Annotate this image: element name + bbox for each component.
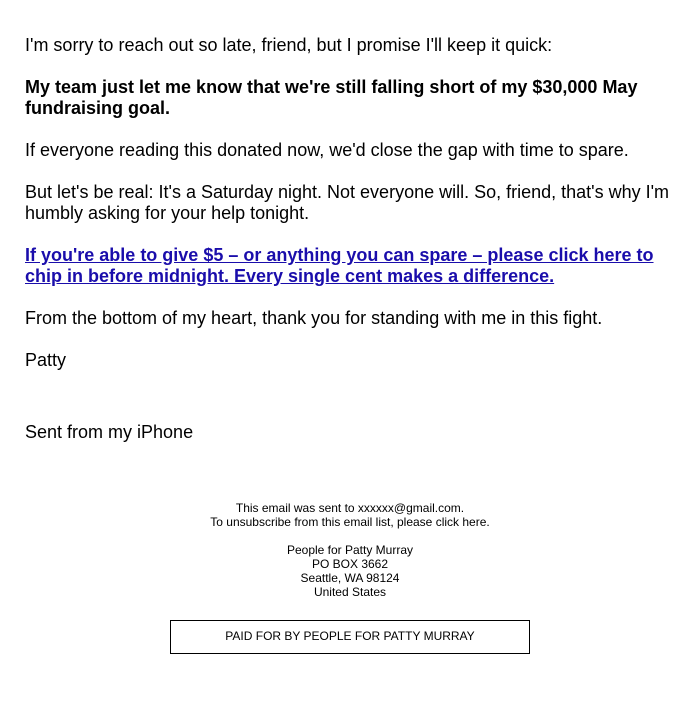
sent-to-line	[0, 501, 700, 515]
everyone-donated-paragraph: If everyone reading this donated now, we'd close the gap with time to spare.	[25, 140, 629, 160]
org-name: People for Patty Murray	[286, 543, 414, 557]
country: United States	[313, 585, 387, 599]
unsubscribe-link[interactable]: click here.	[435, 515, 490, 529]
city-state-zip: Seattle, WA 98124	[300, 571, 400, 585]
donate-paragraph	[25, 245, 685, 287]
opening-paragraph: I'm sorry to reach out so late, friend, but I promise I'll keep it quick:	[25, 35, 553, 55]
fundraising-goal-statement: My team just let me know that we're still falling short of my $30,000 May fundraising goal.	[25, 77, 638, 118]
po-box: PO BOX 3662	[311, 557, 389, 571]
donate-link[interactable]: If you're able to give $5 – or anything you can spare – please click here to chip in before midnight. Every single cent makes a difference.	[25, 245, 654, 286]
saturday-night-paragraph: But let's be real: It's a Saturday night. Not everyone will. So, friend, that's why I'm humbly asking for your help tonight.	[25, 182, 670, 223]
signature: Patty	[25, 350, 67, 370]
unsubscribe-line	[0, 515, 700, 529]
sent-to-prefix: This email was sent to	[235, 501, 358, 515]
recipient-email: xxxxxx@gmail.com.	[357, 501, 465, 515]
email-body	[25, 35, 685, 464]
email-footer	[0, 501, 700, 599]
thanks-paragraph: From the bottom of my heart, thank you for standing with me in this fight.	[25, 308, 603, 328]
sent-from-line: Sent from my iPhone	[25, 422, 194, 442]
unsubscribe-prefix: To unsubscribe from this email list, please	[210, 515, 436, 529]
paid-for-disclaimer: PAID FOR BY PEOPLE FOR PATTY MURRAY	[170, 620, 530, 654]
